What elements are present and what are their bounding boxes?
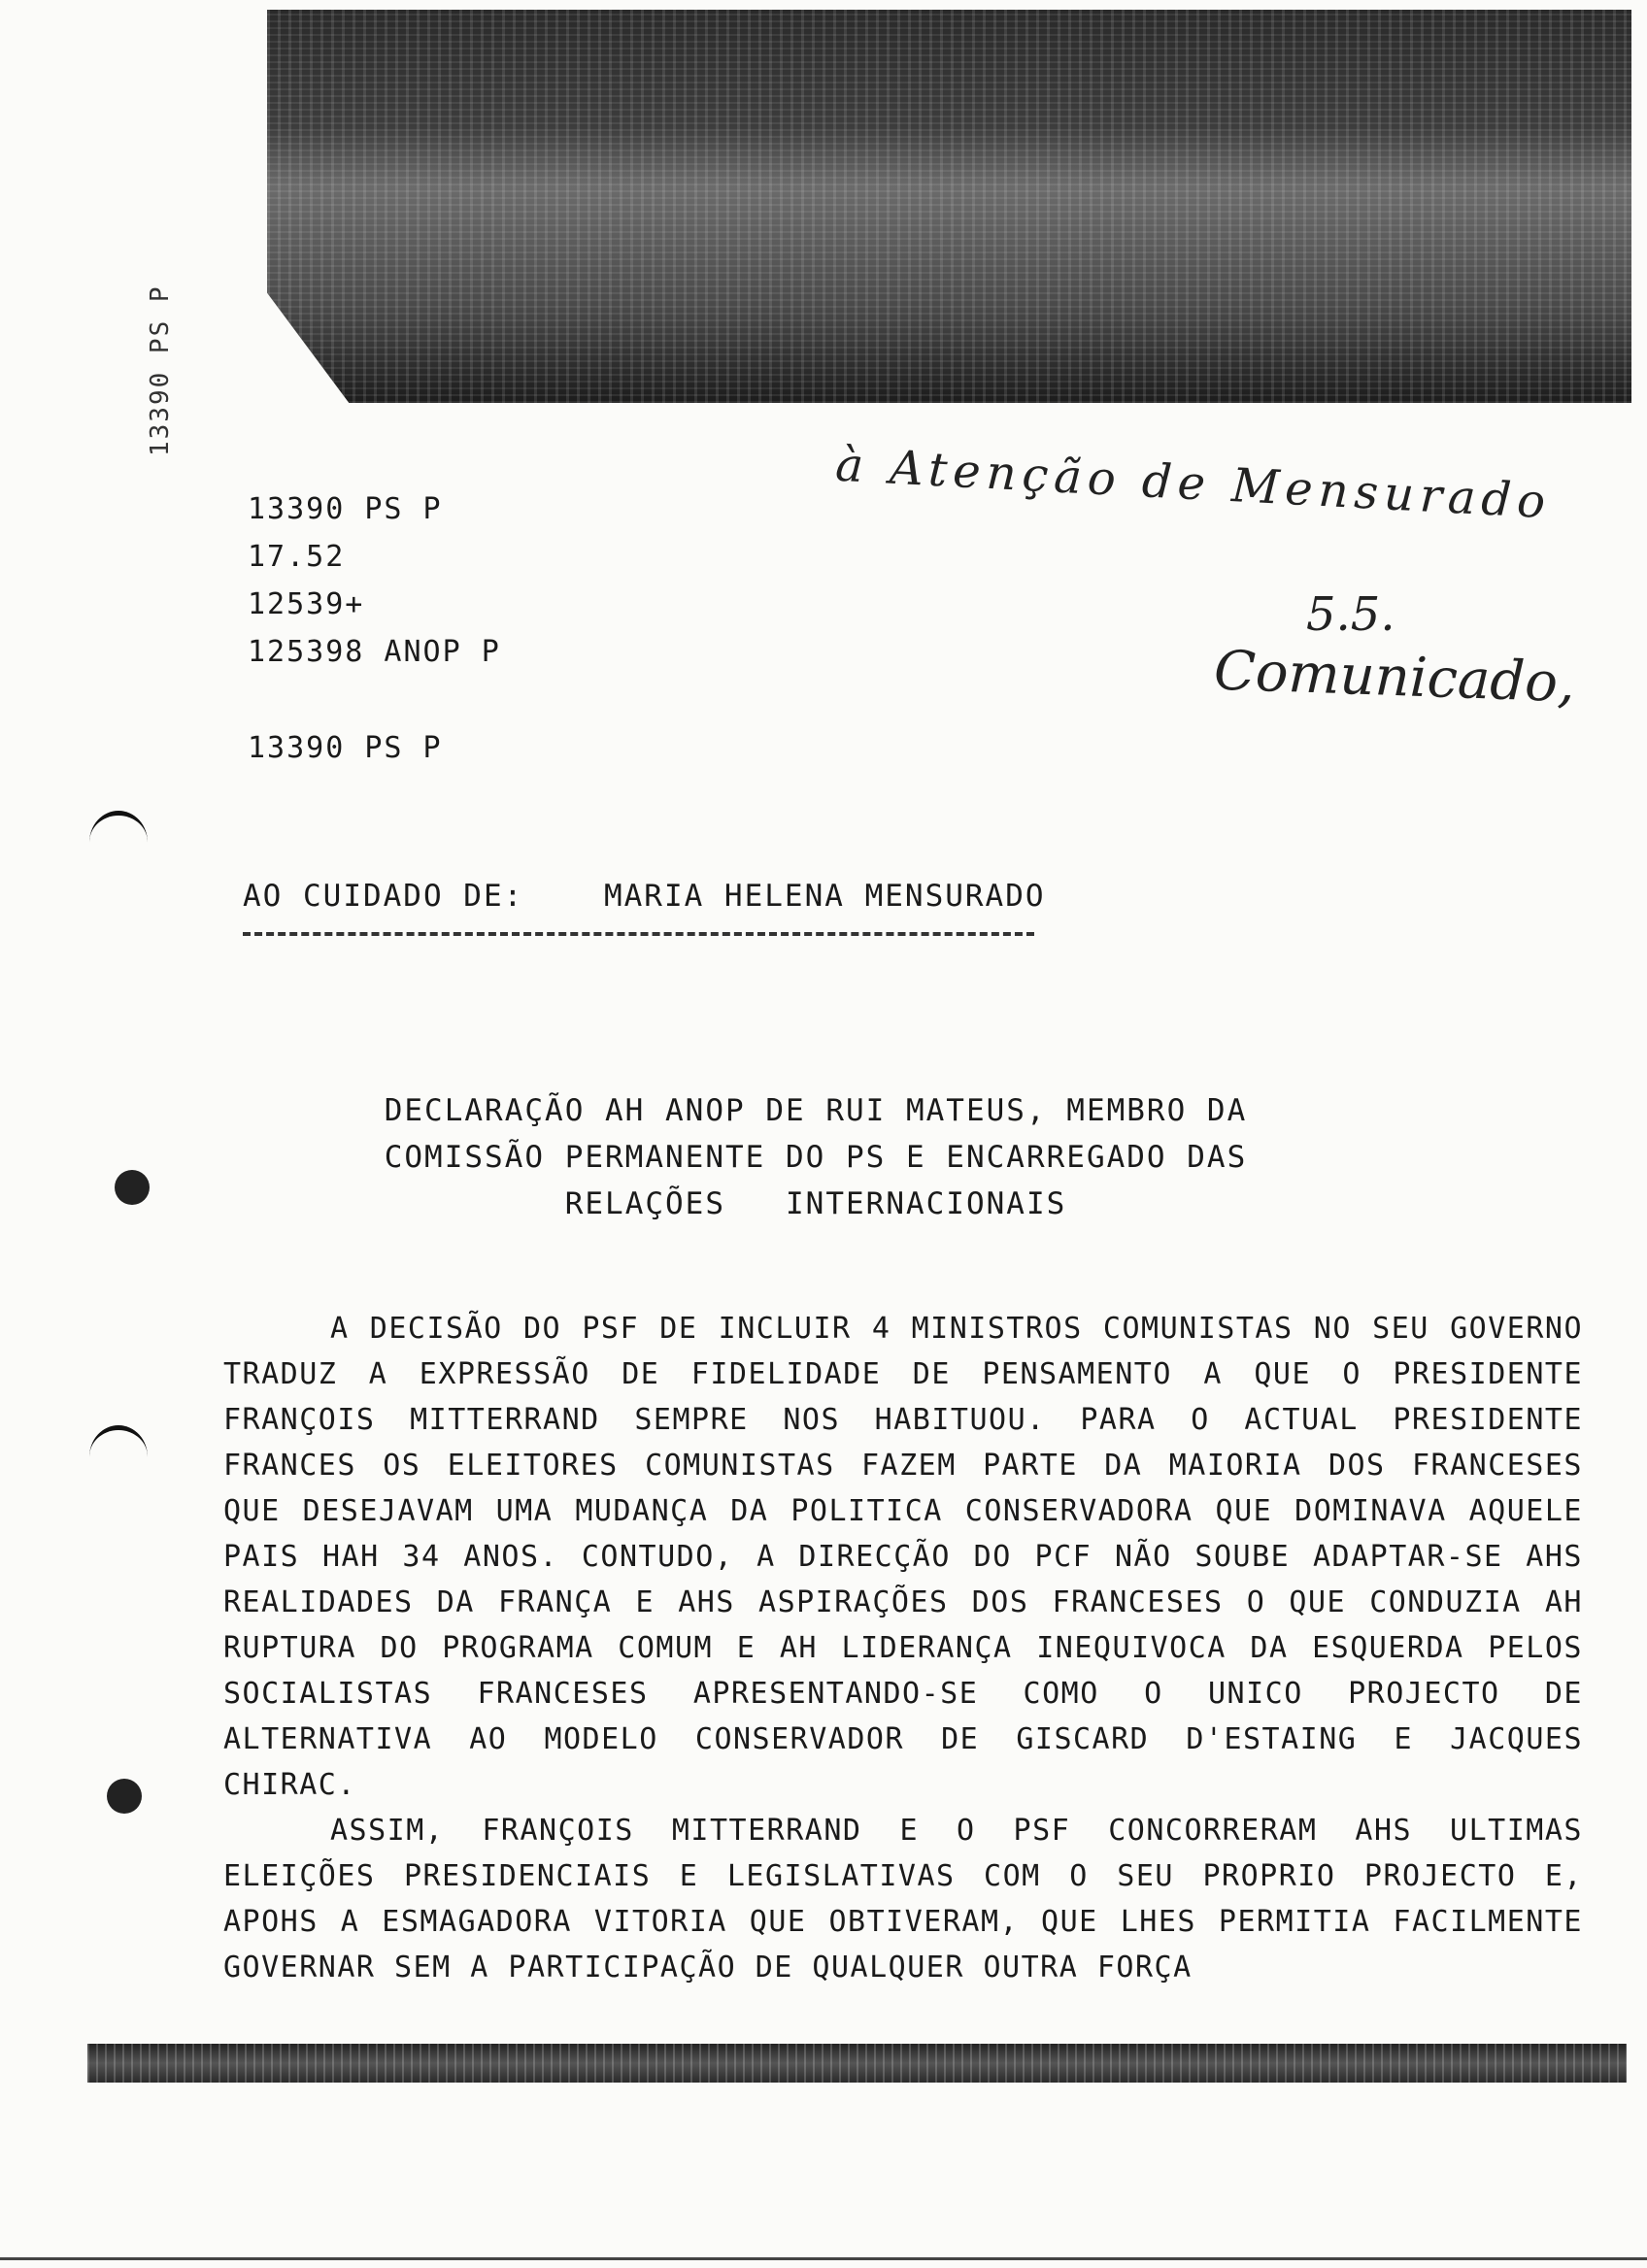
attention-line [243, 879, 1046, 914]
attention-name: MARIA HELENA MENSURADO [603, 879, 1046, 914]
side-reference-code: 13390 PS P [146, 284, 175, 456]
reference-line: 13390 PS P [248, 492, 443, 526]
reference-line: 12539+ [248, 587, 365, 621]
body-paragraph-1: A DECISÃO DO PSF DE INCLUIR 4 MINISTROS COMUNISTAS NO SEU GOVERNO TRADUZ A EXPRESSÃO DE FIDELIDADE DE PENSAMENTO A QUE O PRESIDENTE FRANÇOIS MITTERRAND SEMPRE NOS HABITUOU. PARA O ACTUAL PRESIDENTE FRANCES OS ELEITORES COMUNISTAS FAZEM PARTE DA MAIORIA DOS FRANCESES QUE DESEJAVAM UMA MUDANÇA DA POLITICA CONSERVADORA QUE DOMINAVA AQUELE PAIS HAH 34 ANOS. CONTUDO, A DIRECÇÃO DO PCF NÃO SOUBE ADAPTAR-SE AHS REALIDADES DA FRANÇA E AHS ASPIRAÇÕES DOS FRANCESES O QUE CONDUZIA AH RUPTURA DO PROGRAMA COMUM E AH LIDERANÇA INEQUIVOCA DA ESQUERDA PELOS SOCIALISTAS FRANCESES APRESENTANDO-SE COMO O UNICO PROJECTO DE ALTERNATIVA AO MODELO CONSERVADOR DE GISCARD D'ESTAING E JACQUES CHIRAC. [223, 1312, 1583, 1802]
punch-hole-2 [107, 1779, 142, 1814]
page-bottom-rule [0, 2257, 1647, 2260]
heading-line: COMISSÃO PERMANENTE DO PS E ENCARREGADO DAS [384, 1140, 1248, 1175]
punch-mark-1 [89, 811, 148, 874]
scan-artifact-bottom [87, 2044, 1627, 2083]
reference-line: 125398 ANOP P [248, 635, 501, 669]
reference-line: 17.52 [248, 540, 346, 574]
heading-line: RELAÇÕES INTERNACIONAIS [564, 1186, 1067, 1221]
reference-line-repeat: 13390 PS P [248, 731, 443, 765]
heading-line: DECLARAÇÃO AH ANOP DE RUI MATEUS, MEMBRO DA [384, 1093, 1248, 1128]
reference-block [248, 485, 501, 772]
declaration-heading [272, 1087, 1360, 1227]
punch-hole-1 [115, 1170, 150, 1205]
declaration-body [223, 1306, 1583, 1990]
attention-label: AO CUIDADO DE: [243, 879, 524, 914]
handwritten-time-note: 5.5. [1306, 587, 1395, 642]
scan-artifact-top [267, 10, 1631, 403]
punch-mark-2 [89, 1425, 148, 1488]
handwritten-attention-note: à Atenção de Mensurado [834, 437, 1553, 530]
handwritten-word-note: Comunicado, [1212, 639, 1576, 716]
body-paragraph-2: ASSIM, FRANÇOIS MITTERRAND E O PSF CONCORRERAM AHS ULTIMAS ELEIÇÕES PRESIDENCIAIS E LEGISLATIVAS COM O SEU PROPRIO PROJECTO E, APOHS A ESMAGADORA VITORIA QUE OBTIVERAM, QUE LHES PERMITIA FACILMENTE GOVERNAR SEM A PARTICIPAÇÃO DE QUALQUER OUTRA FORÇA [223, 1814, 1583, 1984]
dashed-separator [243, 932, 1034, 936]
